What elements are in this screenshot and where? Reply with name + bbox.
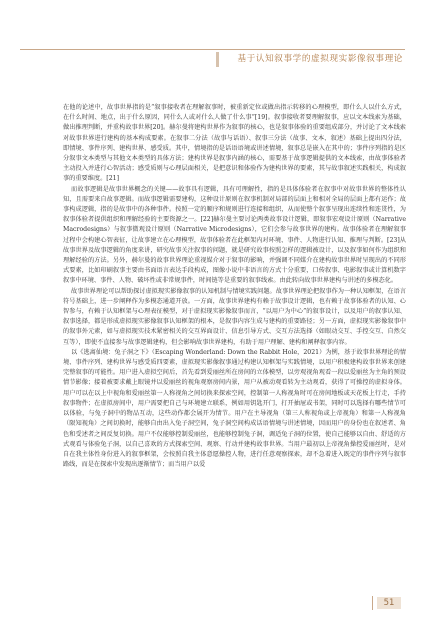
header-rule [20,49,405,50]
article-body [63,103,406,470]
body-paragraph: 而故事逻辑是故事世界概念的关键——故事具有逻辑，具有可理解性，指的是具体体验者在叙事中对故事世界的整体性认知，且需要来自故事逻辑。而故事逻辑需要建构，这种设计原则在叙事机制对局部的层面上和相对全局的层面上都有运作；故事构成逻辑，指的是故事中的各种事件。按照一定的顺序和规则进行连接和组织，从而使整个叙事呈现出连续性和连贯性，为叙事体验者提供组织和理解经验的主要资源之一。[22]赫尔曼主要讨论两类故事设计逻辑，即叙事宏观设计原则（Narrative Macrodesigns）与叙事微观设计原则（Narrative Microdesigns），它们会参与故事世界的建构。故事体验者在理解叙事过程中会构建心智表征，让故事建立在心理模型，故事体验者在此框架内对环境、事件、人物进行认知、推理与判断。[23]从故事世界及故事逻辑的角度来讲，研究故事关注叙事的问题，就是研究故事按照怎样的逻辑被设计，以及叙事如何作为组织和理解经验的方法。另外，赫尔曼的故事世界理论重视媒介对于叙事的影响，并强调不同媒介在建构故事世界时呈现出的不同形式要素，比如印刷叙事主要由书面语言表达手段构成，图像小说中非语言的方式十分重要，口传叙事、电影叙事或计算机数字叙事中环境、事件、人物、破坏性或非常规事件，时间链等是重要的叙事线索。由此转向故事世界建构与讲述的多模态化。 [63,185,406,285]
body-paragraph: 在他的论述中，故事世界指的是“叙事接收者在理解叙事时，被重新定位或做出指示转移的心理模型，即什么人以什么方式，在什么时间、地点，出于什么原因，同什么人或对什么人做了什么事”[19]。叙事接收者要理解叙事，应以文本线索为基础，做出推理判断，并重构故事世界[20]。赫尔曼将建构世界作为叙事的核心，也是叙事体验的重要组成部分，并讨论了文本线索对故事世界进行建构的基本构成要素。在叙事二分法（故事与话语）、叙事三分法（故事、文本、叙述）基础上提出四分法，即情境、事件序列、建构世界、感受质。其中，情境指的是话语语境或讲述情境，叙事总是嵌入在其中的；事件序列指的是区分叙事文本类型与其他文本类型的具体方法；建构世界是叙事内涵的核心，需要基于故事逻辑提供的文本线索，由故事体验者主动投入并进行心智活动；感受质则与心理层面相关，是把意识和体验作为建构世界的要素，其与故事叙述实践相关，构成叙事的重要维度。[21] [63,104,406,183]
body-paragraph: 以《逃离仙境：兔子洞之下》（Escaping Wonderland: Down the Rabbit Hole，2021）为例，基于故事世界理论的情境、事件序列、建构世界与感受质四要素，虚拟现实影像叙事通过构建认知框架与实践情境，以用户积极建构故事世界来创建完整叙事的可能性。用户进入虚拟空间后，首先看到爱丽丝所在房间的立体模型，以旁观视角观看一段以爱丽丝为主角的预设情节影像；接着被要求戴上眼镜并以爱丽丝的视角观察房间内景，用户从被动观看转为主动观看，获得了可操控的虚拟身体。用户可以在以上中视角和爱丽丝第一人称视角之间切换来探索空间，控制第一人称视角时可在房间地板或天花板上行走，手持叙事物件；在虚拟房间中，用户需要把自己与环境建立联系，例如用钥匙开门，打开抽屉或书架，同时可以选择有哪些情节可以体验，与兔子洞中的物品互动，这些动作都会展开为情节。用户在主导视角（第三人称视角或上帝视角）和第一人称视角（限知视角）之间切换时，能够自由出入兔子洞空间，兔子洞空间构成话语情境与讲述情境，因而用户的身份也在叙述者、角色和受述者之间反复切换。用户不仅能够控制爱丽丝，也能够控制兔子洞，调适兔子洞的位置，使自己能够以自由、舒适的方式观看与体验兔子洞，以自己喜欢的方式探索空间、观察、行动并建构故事世界。当用户最初以上帝视角操控爱丽丝时，是对自在我主体性身份进入的叙事框架，会按照自我主体意愿操控人物，进行任意观察探索，却不急着进入既定的事件序列与叙事路线，而是在探索中发现出逐渐情节；而当用户以爱 [63,348,406,469]
page-number: 51 [377,597,401,609]
body-paragraph: 故事世界理论可以帮助探讨虚拟现实影像叙事的认知机制与情境实践问题。故事世界理论把叙事作为一种认知框架，在语言符号基础上，进一步阐释作为多模态通道开放。一方面，故事世界建构有赖于故事设计逻辑，也有赖于故事体验者的认知、心智参与，有赖于认知框架与心理表征模型，对于虚拟现实影像叙事而言，“以用户为中心”的叙事设计，以及用户的叙事认知、叙事选择，都是形成虚拟现实影像叙事认知框架的根本，是叙事内容生成与建构的重要路径；另一方面，虚拟现实影像叙事中的叙事外元素，如与虚拟现实技术紧密相关的交互界面设计、信息引导方式、交互方法选择（如眼动交互、手控交互、自然交互等），即使不直接参与故事逻辑建构，但会影响故事世界建构，有助于用户理解、建构和阐释叙事内容。 [63,287,406,346]
footer-divider [372,596,373,610]
running-header-title: 基于认知叙事学的虚拟现实影像叙事理论 [237,54,403,64]
header-accent-bar [216,52,219,67]
